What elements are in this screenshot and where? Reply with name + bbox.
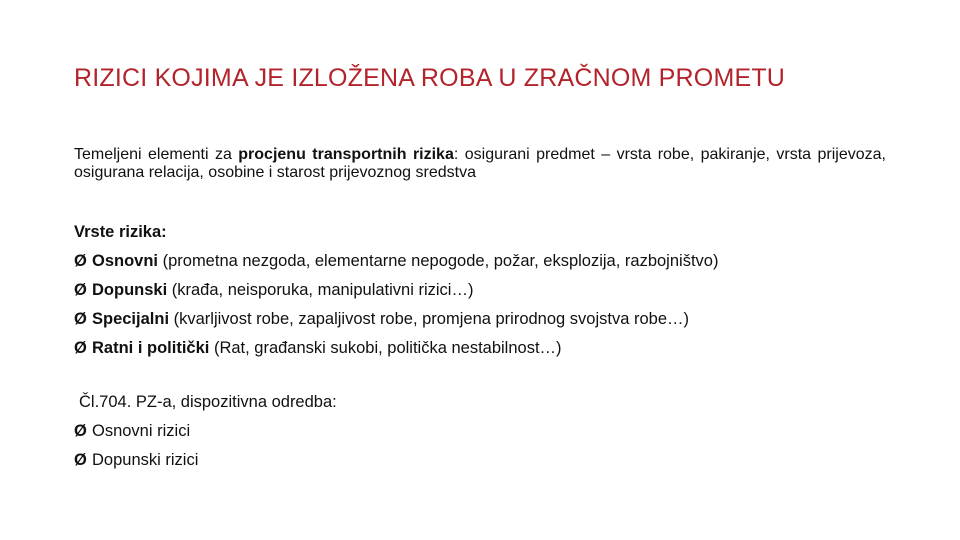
intro-suffix: : osigurani predmet – vrsta robe, pakiranje, vrsta prijevoza, osigurana relacija, osobine i starost prijevoznog sredstva: [74, 146, 886, 181]
risk-name: Dopunski: [92, 281, 168, 299]
risk-name: Ratni i politički: [92, 339, 210, 357]
intro-prefix: Temeljeni elementi za: [74, 146, 239, 163]
risk-types-list: [74, 218, 894, 363]
risk-types-heading: Vrste rizika:: [74, 223, 167, 241]
list-item: [74, 247, 894, 276]
list-item: [74, 446, 894, 475]
risk-detail: (kvarljivost robe, zapaljivost robe, promjena prirodnog svojstva robe…): [169, 310, 690, 328]
arrow-right-icon: Ø: [74, 339, 87, 357]
arrow-right-icon: Ø: [74, 422, 87, 440]
slide-title: RIZICI KOJIMA JE IZLOŽENA ROBA U ZRAČNOM PROMETU: [74, 64, 786, 92]
law-item: Osnovni rizici: [92, 422, 191, 440]
list-item: [74, 305, 894, 334]
risk-detail: (Rat, građanski sukobi, politička nestabilnost…): [209, 339, 562, 357]
risk-name: Specijalni: [92, 310, 170, 328]
arrow-right-icon: Ø: [74, 252, 87, 270]
list-item: [74, 417, 894, 446]
risk-detail: (prometna nezgoda, elementarne nepogode, požar, eksplozija, razbojništvo): [158, 252, 719, 270]
intro-paragraph: [74, 146, 886, 182]
law-item: Dopunski rizici: [92, 451, 199, 469]
intro-bold-term: procjenu transportnih rizika: [238, 146, 454, 163]
law-heading: Čl.704. PZ-a, dispozitivna odredba:: [79, 393, 337, 411]
law-reference: [74, 388, 894, 475]
arrow-right-icon: Ø: [74, 451, 87, 469]
arrow-right-icon: Ø: [74, 281, 87, 299]
list-item: [74, 334, 894, 363]
risk-name: Osnovni: [92, 252, 159, 270]
risk-detail: (krađa, neisporuka, manipulativni rizici…): [167, 281, 474, 299]
arrow-right-icon: Ø: [74, 310, 87, 328]
list-item: [74, 276, 894, 305]
